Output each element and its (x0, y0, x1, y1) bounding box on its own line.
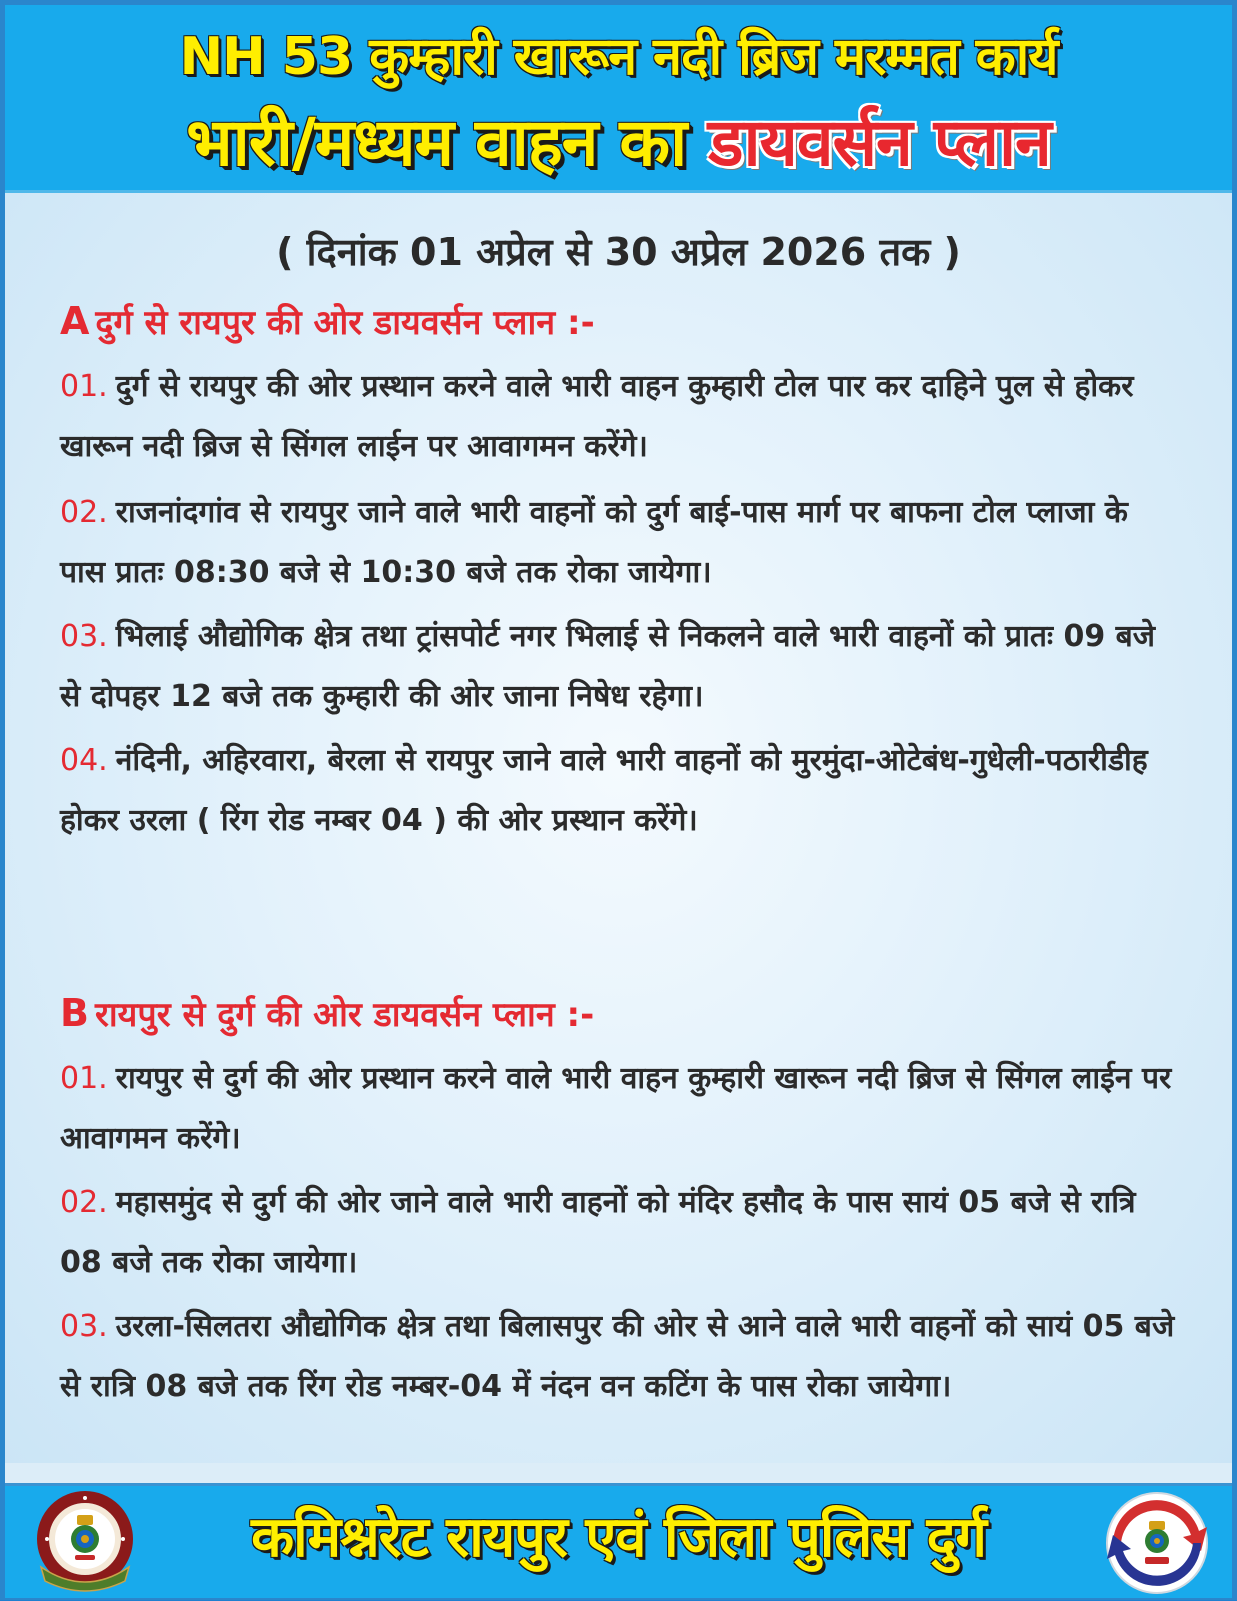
title-line-1: NH 53 कुम्हारी खारून नदी ब्रिज मरम्मत कार्य (179, 27, 1058, 87)
header-band (5, 5, 1232, 193)
item-text: रायपुर से दुर्ग की ओर प्रस्थान करने वाले भारी वाहन कुम्हारी खारून नदी ब्रिज से सिंगल लाईन पर आवागमन करेंगे। (60, 1061, 1172, 1156)
item-number: 01. (60, 1061, 108, 1096)
section-heading-text: रायपुर से दुर्ग की ओर डायवर्सन प्लान :- (94, 995, 595, 1035)
footer-title: कमिश्नरेट रायपुर एवं जिला पुलिस दुर्ग (251, 1505, 986, 1570)
police-commissionerate-raipur-emblem-icon (31, 1489, 139, 1597)
section-a-item-1 (60, 357, 1180, 477)
item-number: 04. (60, 743, 108, 778)
section-letter: A (60, 299, 90, 343)
durg-police-emblem-icon (1103, 1489, 1211, 1597)
section-a-item-4 (60, 731, 1180, 851)
title-diversion-plan: डायवर्सन प्लान (708, 104, 1051, 181)
item-number: 03. (60, 1309, 108, 1344)
item-number: 02. (60, 495, 108, 530)
section-b-item-2 (60, 1173, 1180, 1293)
item-text: उरला-सिलतरा औद्योगिक क्षेत्र तथा बिलासपुर की ओर से आने वाले भारी वाहनों को सायं 05 बजे से रात्रि 08 बजे तक रिंग रोड नम्बर-04 में नंदन वन कटिंग के पास रोका जायेगा। (60, 1309, 1175, 1404)
section-b-item-1 (60, 1049, 1180, 1169)
item-number: 02. (60, 1185, 108, 1220)
item-text: महासमुंद से दुर्ग की ओर जाने वाले भारी वाहनों को मंदिर हसौद के पास सायं 05 बजे से रात्रि 08 बजे तक रोका जायेगा। (60, 1185, 1136, 1280)
footer-band (5, 1483, 1232, 1598)
content-area (5, 193, 1232, 1463)
section-heading-text: दुर्ग से रायपुर की ओर डायवर्सन प्लान :- (95, 303, 595, 343)
section-b-heading (60, 991, 594, 1037)
section-a-item-3 (60, 607, 1180, 727)
date-range: ( दिनांक 01 अप्रेल से 30 अप्रेल 2026 तक ) (276, 230, 961, 274)
title-line-2 (5, 103, 1232, 183)
item-text: नंदिनी, अहिरवारा, बेरला से रायपुर जाने वाले भारी वाहनों को मुरमुंदा-ओटेबंध-गुधेली-पठारीडीह होकर उरला ( रिंग रोड नम्बर 04 ) की ओर प्रस्थान करेंगे। (60, 743, 1148, 838)
item-text: दुर्ग से रायपुर की ओर प्रस्थान करने वाले भारी वाहन कुम्हारी टोल पार कर दाहिने पुल से होकर खारून नदी ब्रिज से सिंगल लाईन पर आवागमन करेंगे। (60, 369, 1134, 464)
title-vehicle-type: भारी/मध्यम वाहन का (186, 104, 709, 181)
section-b-item-3 (60, 1297, 1180, 1417)
section-letter: B (60, 991, 89, 1035)
item-text: भिलाई औद्योगिक क्षेत्र तथा ट्रांसपोर्ट नगर भिलाई से निकलने वाले भारी वाहनों को प्रातः 09 बजे से दोपहर 12 बजे तक कुम्हारी की ओर जाना निषेध रहेगा। (60, 619, 1156, 714)
section-a-heading (60, 299, 595, 345)
item-number: 03. (60, 619, 108, 654)
item-number: 01. (60, 369, 108, 404)
item-text: राजनांदगांव से रायपुर जाने वाले भारी वाहनों को दुर्ग बाई-पास मार्ग पर बाफना टोल प्लाजा के पास प्रातः 08:30 बजे से 10:30 बजे तक रोका जायेगा। (60, 495, 1128, 590)
section-a-item-2 (60, 483, 1180, 603)
